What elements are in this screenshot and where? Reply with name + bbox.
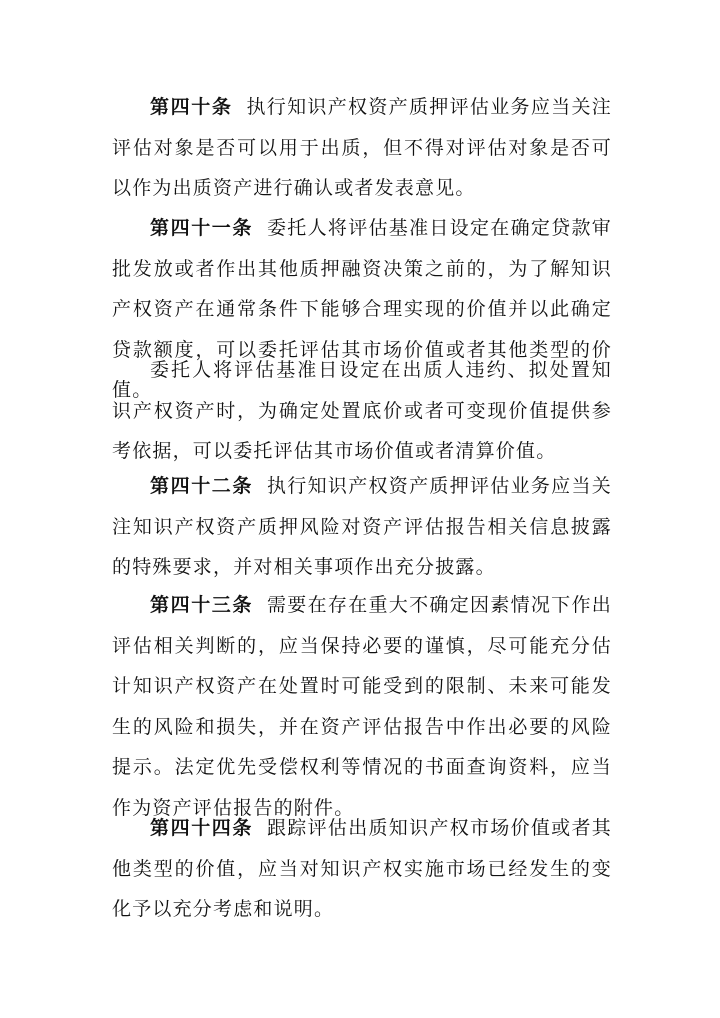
article-40-paragraph xyxy=(112,87,612,209)
article-44-number: 第四十四条 xyxy=(150,817,253,839)
article-41-second-paragraph xyxy=(112,350,612,472)
article-44-text: 跟踪评估出质知识产权市场价值或者其他类型的价值，应当对知识产权实施市场已经发生的变化予以充分考虑和说明。 xyxy=(112,817,612,920)
article-42-text: 执行知识产权资产质押评估业务应当关注知识产权资产质押风险对资产评估报告相关信息披露的特殊要求，并对相关事项作出充分披露。 xyxy=(112,475,612,578)
article-43-number: 第四十三条 xyxy=(150,594,253,616)
article-41-number: 第四十一条 xyxy=(150,217,253,239)
article-42-number: 第四十二条 xyxy=(150,475,253,497)
article-40-number: 第四十条 xyxy=(150,96,233,118)
article-42-paragraph xyxy=(112,466,612,588)
article-44-paragraph xyxy=(112,808,612,930)
article-43-text: 需要在存在重大不确定因素情况下作出评估相关判断的，应当保持必要的谨慎，尽可能充分估计知识产权资产在处置时可能受到的限制、未来可能发生的风险和损失，并在资产评估报告中作出必要的风险提示。法定优先受偿权利等情况的书面查询资料，应当作为资产评估报告的附件。 xyxy=(112,594,612,819)
article-41-text: 委托人将评估基准日设定在确定贷款审批发放或者作出其他质押融资决策之前的，为了解知识产权资产在通常条件下能够合理实现的价值并以此确定贷款额度，可以委托评估其市场价值或者其他类型的价值。 xyxy=(112,217,612,401)
article-40-text: 执行知识产权资产质押评估业务应当关注评估对象是否可以用于出质，但不得对评估对象是否可以作为出质资产进行确认或者发表意见。 xyxy=(112,96,612,199)
article-41-second-text: 委托人将评估基准日设定在出质人违约、拟处置知识产权资产时，为确定处置底价或者可变现价值提供参考依据，可以委托评估其市场价值或者清算价值。 xyxy=(112,359,612,462)
article-43-paragraph xyxy=(112,585,612,828)
